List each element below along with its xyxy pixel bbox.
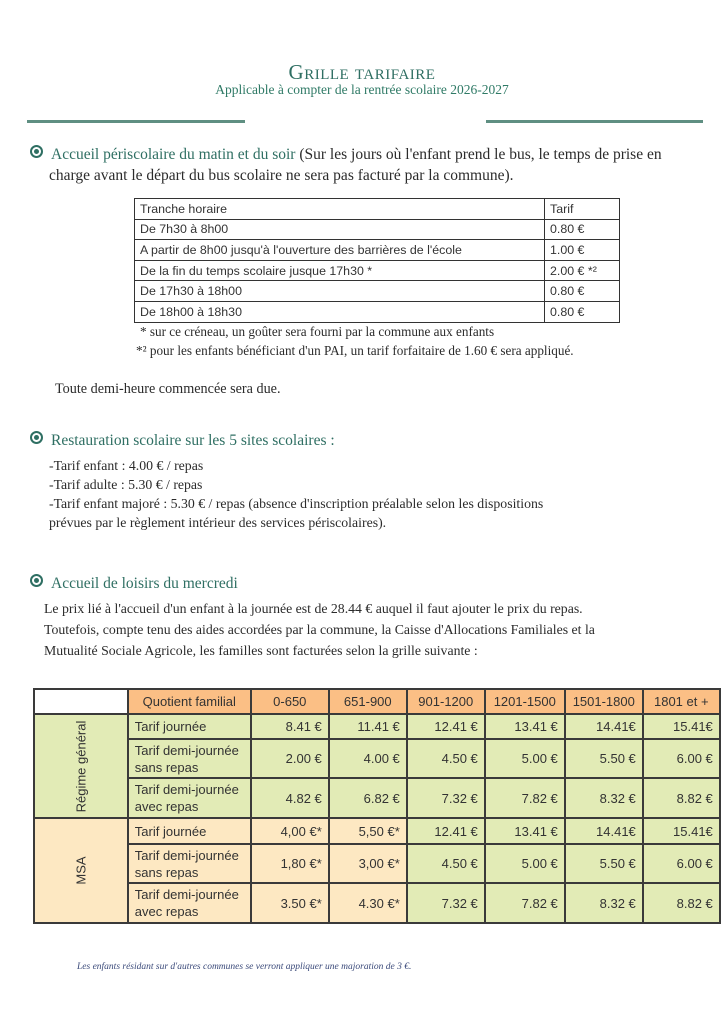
tarif-enfant-majore: -Tarif enfant majoré : 5.30 € / repas (absence d'inscription préalable selon les dispositions [49, 496, 544, 511]
price-cell: 5,50 €* [329, 818, 407, 844]
price-cell: 8.41 € [251, 714, 329, 739]
table-header-row [135, 199, 620, 220]
left-divider [27, 120, 245, 123]
loisirs-grid [33, 688, 721, 924]
price-cell: 4.30 €* [329, 883, 407, 923]
tranche-cell: De 18h00 à 18h30 [135, 301, 545, 322]
tranche-cell: A partir de 8h00 jusqu'à l'ouverture des barrières de l'école [135, 240, 545, 261]
row-label: Tarif demi-journée avec repas [128, 883, 251, 923]
price-cell: 4,00 €* [251, 818, 329, 844]
table-row [135, 240, 620, 261]
table-row [34, 818, 720, 844]
loisirs-line: Le prix lié à l'accueil d'un enfant à la journée est de 28.44 € auquel il faut ajouter le prix du repas. [44, 601, 583, 616]
price-cell: 2.00 € [251, 739, 329, 778]
periscolaire-intro: (Sur les jours où l'enfant prend le bus, le temps de prise en [295, 146, 662, 163]
loisirs-title: Accueil de loisirs du mercredi [51, 575, 238, 592]
header-col: 1501-1800 [565, 689, 643, 714]
tarif-cell: 0.80 € [545, 219, 620, 240]
periscolaire-intro-line2: charge avant le départ du bus scolaire ne sera pas facturé par la commune). [49, 167, 514, 184]
table-row [34, 778, 720, 818]
table-row [34, 883, 720, 923]
tranche-cell: De la fin du temps scolaire jusque 17h30 * [135, 260, 545, 281]
page-title: Grille tarifaire [288, 60, 436, 84]
grid-header-row [34, 689, 720, 714]
header-quotient: Quotient familial [128, 689, 251, 714]
price-cell: 3,00 €* [329, 844, 407, 883]
loisirs-heading [30, 574, 238, 594]
price-cell: 4.82 € [251, 778, 329, 818]
table-row [135, 301, 620, 322]
row-label: Tarif demi-journée avec repas [128, 778, 251, 818]
right-divider [486, 120, 703, 123]
table-row [34, 739, 720, 778]
table-row [34, 844, 720, 883]
footnote-gouter: * sur ce créneau, un goûter sera fourni par la commune aux enfants [140, 324, 495, 339]
restauration-title: Restauration scolaire sur les 5 sites scolaires : [51, 432, 335, 449]
price-cell: 1,80 €* [251, 844, 329, 883]
row-label: Tarif demi-journée sans repas [128, 739, 251, 778]
restauration-list [49, 456, 543, 532]
periscolaire-heading [30, 145, 710, 165]
tranche-cell: De 17h30 à 18h00 [135, 281, 545, 302]
price-cell: 5.50 € [565, 844, 643, 883]
tarif-enfant: -Tarif enfant : 4.00 € / repas [49, 458, 204, 473]
price-cell: 7.82 € [485, 778, 565, 818]
header-tranche: Tranche horaire [135, 199, 545, 220]
bullet-icon [30, 431, 43, 444]
price-cell: 13.41 € [485, 818, 565, 844]
row-label: Tarif journée [128, 818, 251, 844]
price-cell: 8.32 € [565, 883, 643, 923]
tarif-adulte: -Tarif adulte : 5.30 € / repas [49, 477, 203, 492]
price-cell: 8.82 € [643, 883, 720, 923]
price-cell: 4.00 € [329, 739, 407, 778]
bullet-icon [30, 574, 43, 587]
periscolaire-title: Accueil périscolaire du matin et du soir [51, 146, 296, 163]
price-cell: 7.82 € [485, 883, 565, 923]
header-col: 901-1200 [407, 689, 485, 714]
price-cell: 12.41 € [407, 818, 485, 844]
restauration-heading [30, 431, 335, 451]
price-cell: 12.41 € [407, 714, 485, 739]
majoration-note: Les enfants résidant sur d'autres communes se verront appliquer une majoration de 3 €. [77, 962, 412, 972]
demi-heure-note: Toute demi-heure commencée sera due. [55, 381, 281, 397]
row-label: Tarif journée [128, 714, 251, 739]
price-cell: 15.41€ [643, 714, 720, 739]
tarif-cell: 1.00 € [545, 240, 620, 261]
header-col: 0-650 [251, 689, 329, 714]
price-cell: 4.50 € [407, 739, 485, 778]
table-row [135, 219, 620, 240]
header-col: 1201-1500 [485, 689, 565, 714]
footnote-pai: *² pour les enfants bénéficiant d'un PAI, un tarif forfaitaire de 1.60 € sera appliqué. [136, 343, 574, 358]
header-tarif: Tarif [545, 199, 620, 220]
price-cell: 3.50 €* [251, 883, 329, 923]
price-cell: 11.41 € [329, 714, 407, 739]
group-label-msa [34, 818, 128, 923]
periscolaire-table [134, 198, 620, 323]
price-cell: 5.00 € [485, 739, 565, 778]
tranche-cell: De 7h30 à 8h00 [135, 219, 545, 240]
bullet-icon [30, 145, 43, 158]
price-cell: 6.00 € [643, 739, 720, 778]
header-col: 1801 et + [643, 689, 720, 714]
table-row [135, 281, 620, 302]
periscolaire-heading-line2 [49, 166, 724, 186]
price-cell: 8.32 € [565, 778, 643, 818]
table-row [135, 260, 620, 281]
group-label-regime-general [34, 714, 128, 818]
header-col: 651-900 [329, 689, 407, 714]
price-cell: 4.50 € [407, 844, 485, 883]
price-cell: 8.82 € [643, 778, 720, 818]
tarif-cell: 0.80 € [545, 301, 620, 322]
tarif-cell: 0.80 € [545, 281, 620, 302]
tarif-enfant-majore-cont: prévues par le règlement intérieur des services périscolaires). [49, 515, 387, 530]
price-cell: 15.41€ [643, 818, 720, 844]
price-cell: 13.41 € [485, 714, 565, 739]
price-cell: 7.32 € [407, 778, 485, 818]
price-cell: 7.32 € [407, 883, 485, 923]
loisirs-line: Mutualité Sociale Agricole, les familles sont facturées selon la grille suivante : [44, 643, 478, 658]
tarif-cell: 2.00 € *² [545, 260, 620, 281]
group-name: MSA [73, 856, 89, 885]
table-row [34, 714, 720, 739]
row-label: Tarif demi-journée sans repas [128, 844, 251, 883]
price-cell: 5.50 € [565, 739, 643, 778]
page-subtitle: Applicable à compter de la rentrée scolaire 2026-2027 [215, 82, 509, 97]
price-cell: 5.00 € [485, 844, 565, 883]
group-name: Régime général [73, 720, 89, 812]
price-cell: 6.00 € [643, 844, 720, 883]
price-cell: 6.82 € [329, 778, 407, 818]
grid-corner [34, 689, 128, 714]
price-cell: 14.41€ [565, 818, 643, 844]
price-cell: 14.41€ [565, 714, 643, 739]
loisirs-line: Toutefois, compte tenu des aides accordées par la commune, la Caisse d'Allocations Familiales et la [44, 622, 595, 637]
loisirs-intro [44, 598, 595, 661]
